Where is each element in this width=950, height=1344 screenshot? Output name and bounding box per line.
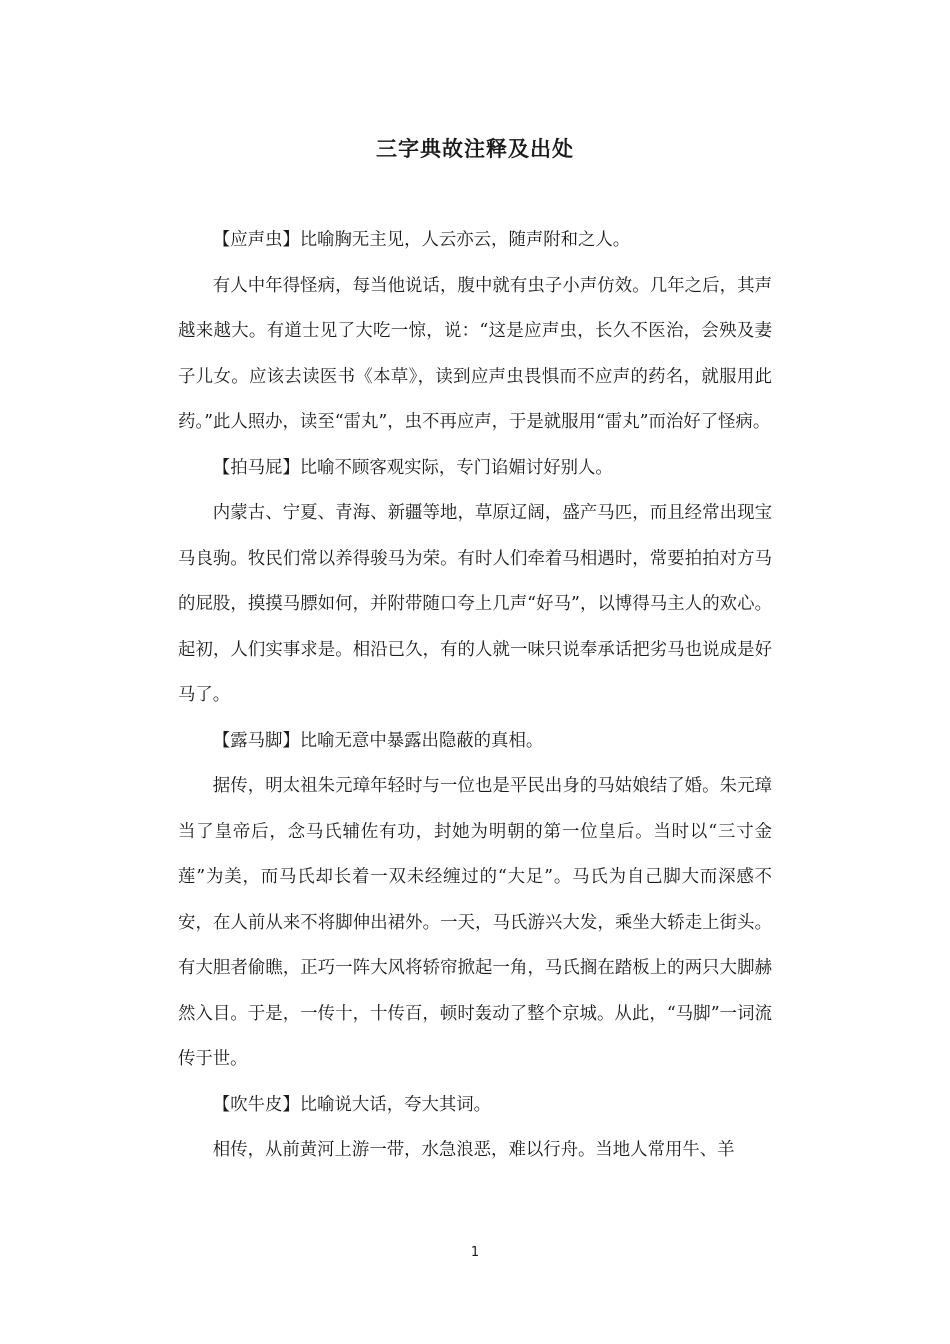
page-number: 1 [470,1245,480,1260]
document-title: 三字典故注释及出处 [376,136,574,161]
paragraph-term-paimapi: 【拍马屁】比喻不顾客观实际，专门谄媚讨好别人。 [212,457,613,478]
paragraph-story-paimapi: 内蒙古、宁夏、青海、新疆等地，草原辽阔，盛产马匹，而且经常出现宝马良驹。牧民们常以养得骏马为荣。有时人们牵着马相遇时，常要拍拍对方马的屁股，摸摸马膘如何，并附带随口夸上几声“好马”，以博得马主人的欢心。起初，人们实事求是。相沿已久，有的人就一味只说奉承话把劣马也说成是好马了。 [178,503,772,705]
paragraph-term-chuinipi: 【吹牛皮】比喻说大话，夸大其词。 [212,1094,492,1115]
paragraph-term-yingshengchong: 【应声虫】比喻胸无主见，人云亦云，随声附和之人。 [212,230,631,250]
paragraph-term-loumajiao: 【露马脚】比喻无意中暴露出隐蔽的真相。 [212,730,544,751]
paragraph-story-chuinipi: 相传，从前黄河上游一带，水急浪恶，难以行舟。当地人常用牛、羊 [212,1140,735,1160]
document-body [178,218,772,1174]
paragraph-story-yingshengchong: 有人中年得怪病，每当他说话，腹中就有虫子小声仿效。几年之后，其声越来越大。有道士见了大吃一惊，说：“这是应声虫，长久不医治，会殃及妻子儿女。应该去读医书《本草》，读到应声虫畏惧而不应声的药名，就服用此药。”此人照办，读至“雷丸”，虫不再应声，于是就服用“雷丸”而治好了怪病。 [178,275,772,432]
paragraph-story-loumajiao: 据传，明太祖朱元璋年轻时与一位也是平民出身的马姑娘结了婚。朱元璋当了皇帝后，念马氏辅佐有功，封她为明朝的第一位皇后。当时以“三寸金莲”为美，而马氏却长着一双未经缠过的“大足”。马氏为自己脚大而深感不安，在人前从来不将脚伸出裙外。一天，马氏游兴大发，乘坐大轿走上街头。有大胆者偷瞧，正巧一阵大风将轿帘掀起一角，马氏搁在踏板上的两只大脚赫然入目。于是，一传十，十传百，顿时轰动了整个京城。从此，“马脚”一词流传于世。 [178,776,772,1069]
